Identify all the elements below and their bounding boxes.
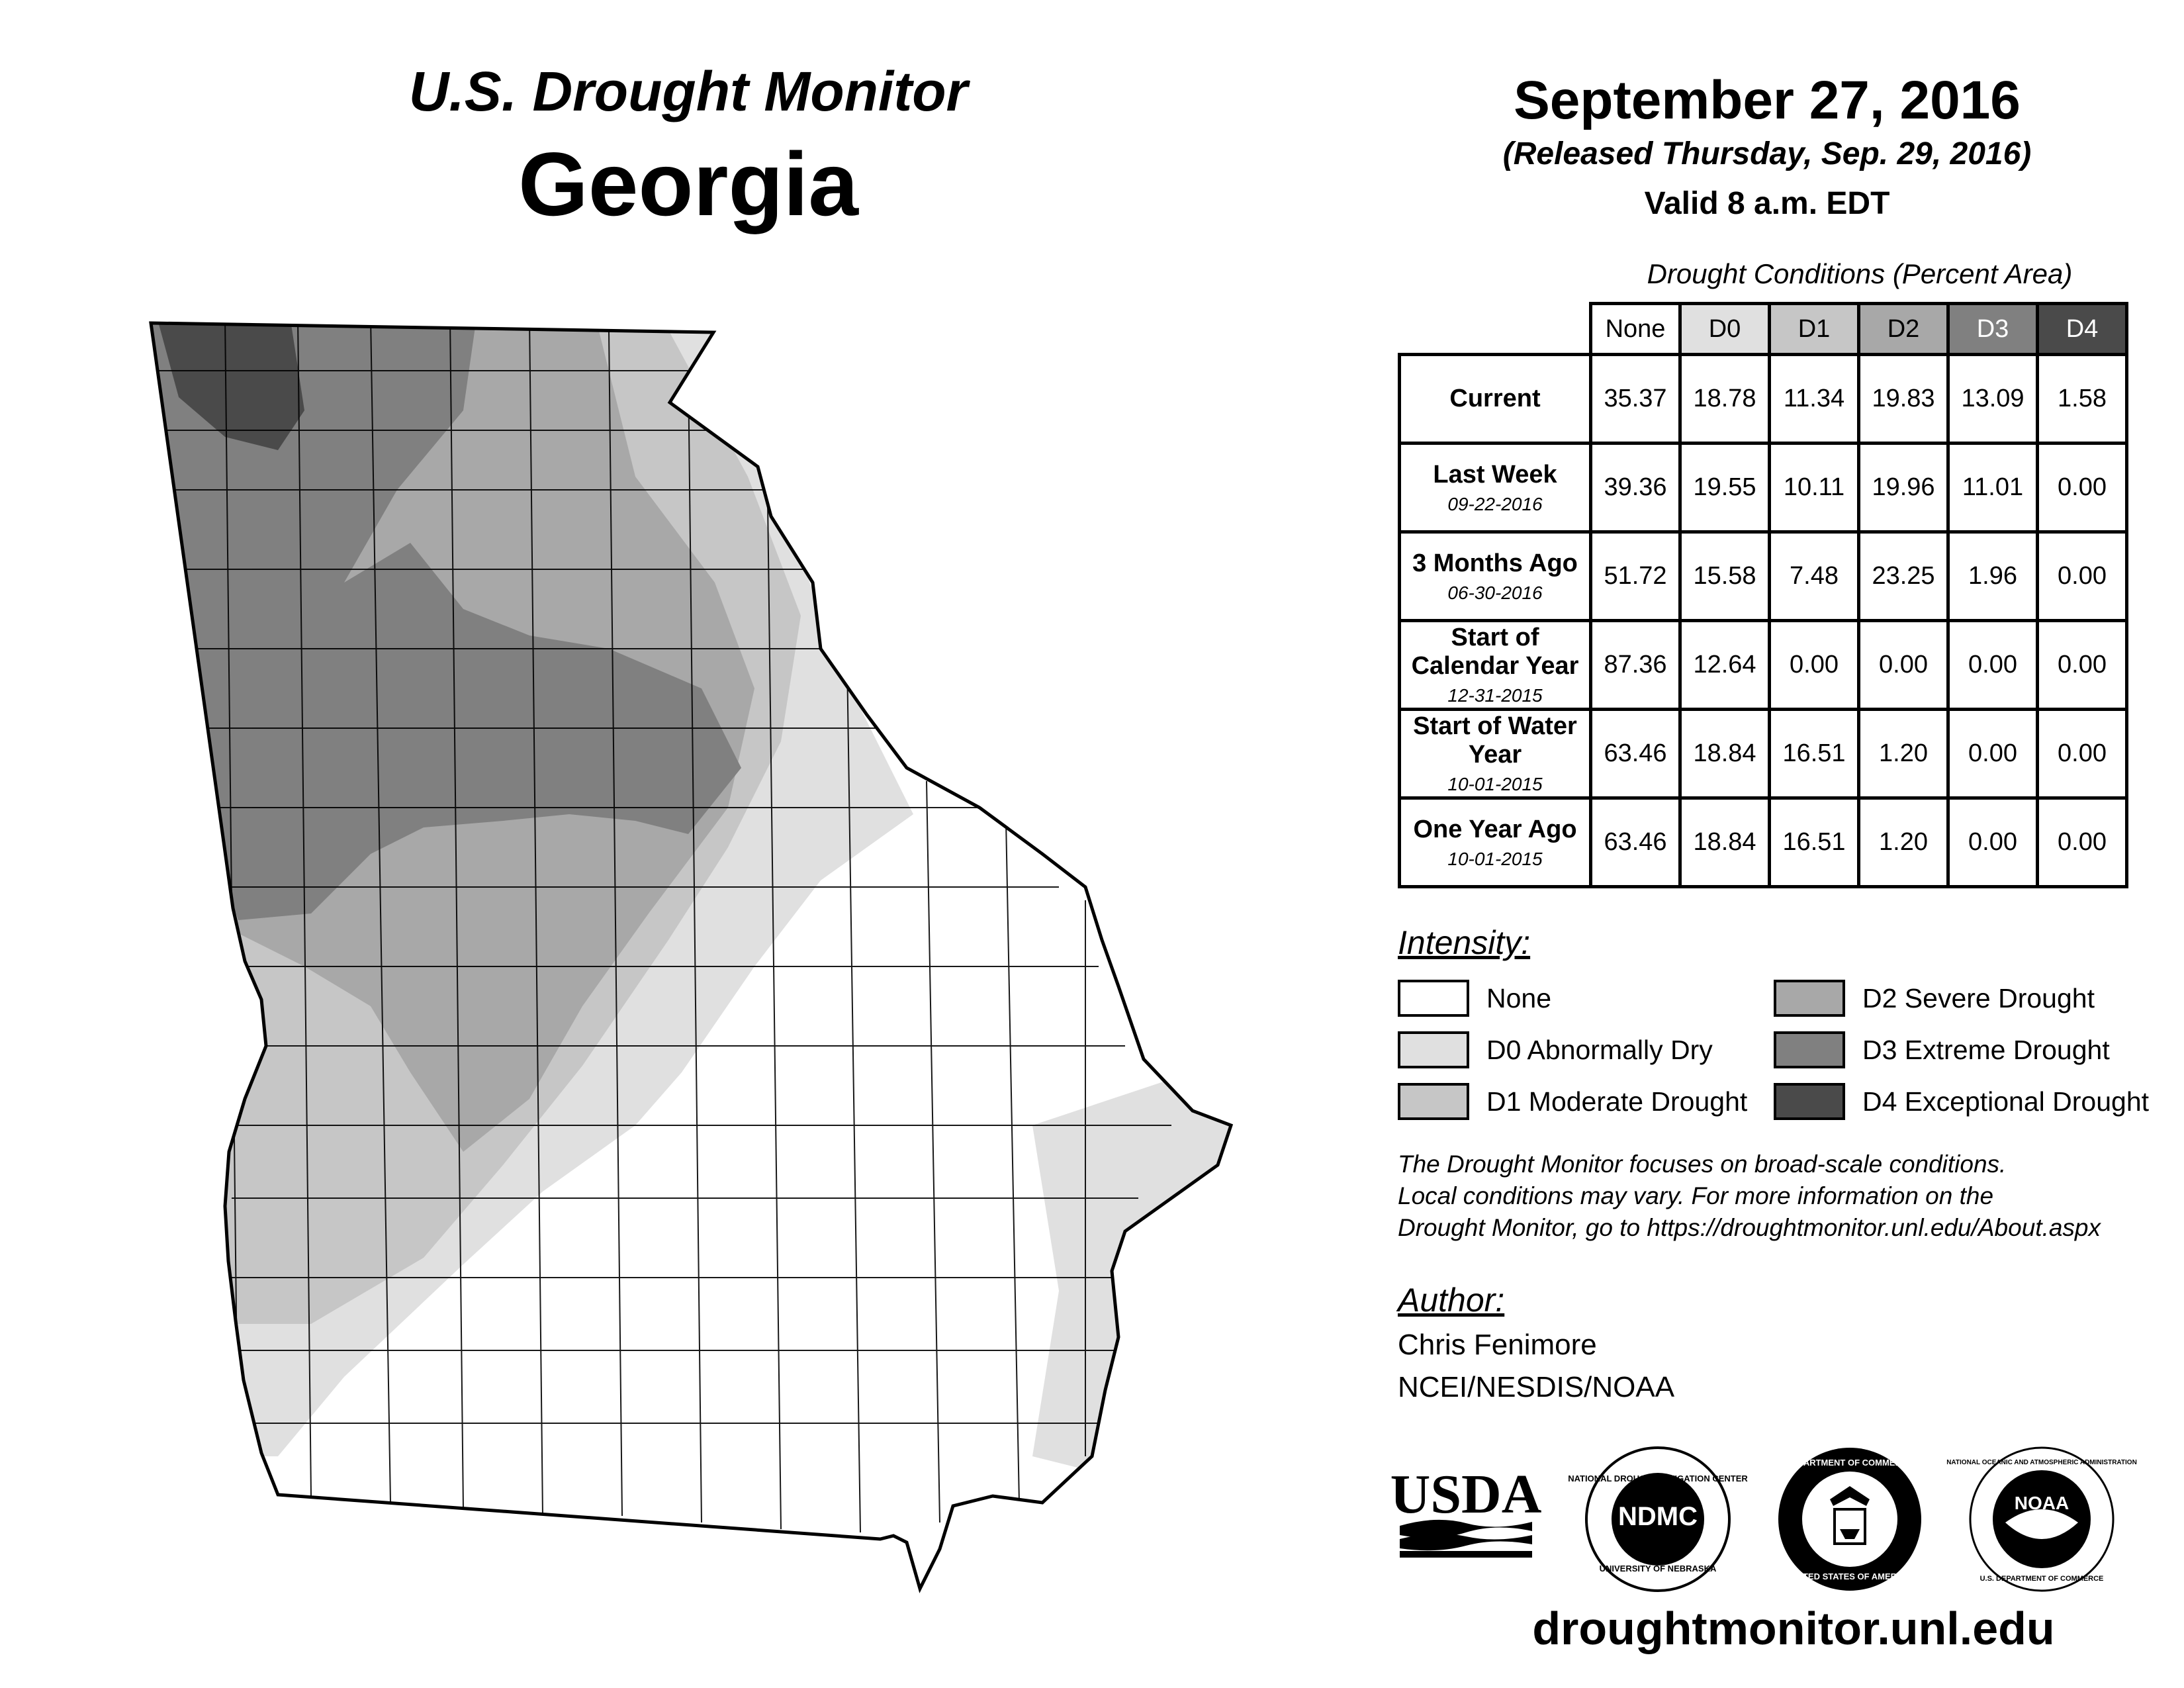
legend-item-d3 [1774,1031,2110,1068]
legend-item-d2 [1774,980,2095,1017]
header-d1: D1 [1770,304,1859,355]
legend-swatch [1774,980,1845,1017]
legend-item-d1 [1398,1083,1747,1120]
ndmc-logo-text: NDMC [1618,1502,1698,1531]
ndmc-bottom-text: UNIVERSITY OF NEBRASKA [1599,1564,1717,1573]
cell-d4: 0.00 [2038,621,2127,710]
cell-d3: 1.96 [1948,532,2038,621]
row-label [1400,710,1591,798]
cell-d0: 18.84 [1680,798,1770,887]
release-date: (Released Thursday, Sep. 29, 2016) [1502,136,2032,171]
legend-swatch [1398,980,1469,1017]
table-row [1400,621,2127,710]
website-link[interactable]: droughtmonitor.unl.edu [1532,1603,2055,1654]
doc-bottom-text: UNITED STATES OF AMERICA [1788,1571,1912,1581]
header-d3: D3 [1948,304,2038,355]
cell-d3: 13.09 [1948,355,2038,444]
cell-d3: 0.00 [1948,621,2038,710]
row-date: 10-01-2015 [1447,774,1543,795]
header-blank-cell [1400,304,1591,355]
cell-none: 39.36 [1591,444,1680,532]
header-d0: D0 [1680,304,1770,355]
cell-d1: 7.48 [1770,532,1859,621]
usda-logo [1390,1460,1542,1559]
header-none: None [1591,304,1680,355]
row-label-text: Last Week [1433,460,1557,489]
map-date: September 27, 2016 [1514,70,2021,130]
row-date: 12-31-2015 [1447,685,1543,706]
author-org: NCEI/NESDIS/NOAA [1398,1370,1675,1403]
legend-swatch [1398,1031,1469,1068]
cell-none: 63.46 [1591,710,1680,798]
legend-label: D3 Extreme Drought [1862,1034,2110,1065]
cell-d3: 11.01 [1948,444,2038,532]
cell-d3: 0.00 [1948,710,2038,798]
cell-d4: 0.00 [2038,710,2127,798]
note-line: Local conditions may vary. For more information on the [1398,1182,1994,1210]
header-d4: D4 [2038,304,2127,355]
usda-logo-text: USDA [1390,1464,1542,1525]
valid-time: Valid 8 a.m. EDT [1644,186,1890,221]
legend-swatch [1398,1083,1469,1120]
legend-item-d4 [1774,1083,2149,1120]
row-label-text: Current [1449,385,1541,413]
cell-d2: 1.20 [1859,710,1948,798]
legend-label: D1 Moderate Drought [1486,1086,1748,1117]
cell-d1: 10.11 [1770,444,1859,532]
legend-item-d0 [1398,1031,1713,1068]
cell-d4: 0.00 [2038,444,2127,532]
row-label-text: Start of Water Year [1413,712,1577,769]
noaa-top-text: NATIONAL OCEANIC AND ATMOSPHERIC ADMINISTRATION [1946,1459,2137,1466]
author-block [1398,1324,1674,1409]
legend-label: D0 Abnormally Dry [1486,1034,1713,1065]
cell-d2: 19.96 [1859,444,1948,532]
cell-d0: 12.64 [1680,621,1770,710]
row-label [1400,798,1591,887]
cell-none: 51.72 [1591,532,1680,621]
cell-d3: 0.00 [1948,798,2038,887]
header-d2: D2 [1859,304,1948,355]
table-row [1400,710,2127,798]
ndmc-logo [1568,1443,1748,1595]
legend-swatch [1774,1031,1845,1068]
ndmc-top-text: NATIONAL DROUGHT MITIGATION CENTER [1568,1474,1748,1483]
cell-d4: 0.00 [2038,798,2127,887]
table-row [1400,532,2127,621]
cell-d0: 19.55 [1680,444,1770,532]
cell-d1: 16.51 [1770,798,1859,887]
cell-d1: 0.00 [1770,621,1859,710]
legend-swatch [1774,1083,1845,1120]
author-name: Chris Fenimore [1398,1329,1597,1361]
cell-d0: 18.84 [1680,710,1770,798]
table-row [1400,444,2127,532]
drought-conditions-table [1398,302,2128,888]
legend-label: D4 Exceptional Drought [1862,1086,2150,1117]
cell-d0: 18.78 [1680,355,1770,444]
row-label-text: One Year Ago [1413,815,1577,843]
state-title: Georgia [518,134,858,234]
cell-none: 63.46 [1591,798,1680,887]
table-header-row [1400,304,2127,355]
cell-none: 87.36 [1591,621,1680,710]
cell-d4: 0.00 [2038,532,2127,621]
department-of-commerce-seal [1774,1443,1926,1595]
row-date: 06-30-2016 [1447,583,1543,604]
legend-label: None [1486,982,1552,1013]
row-label-text: Start of Calendar Year [1411,624,1579,680]
row-label [1400,444,1591,532]
noaa-bottom-text: U.S. DEPARTMENT OF COMMERCE [1979,1575,2104,1583]
table-caption: Drought Conditions (Percent Area) [1647,258,2073,289]
row-label [1400,532,1591,621]
cell-d2: 0.00 [1859,621,1948,710]
row-date: 10-01-2015 [1447,849,1543,870]
legend-item-none [1398,980,1551,1017]
author-heading: Author: [1398,1282,1505,1319]
cell-d2: 1.20 [1859,798,1948,887]
cell-d2: 23.25 [1859,532,1948,621]
row-label [1400,621,1591,710]
note-line: Drought Monitor, go to https://droughtmonitor.unl.edu/About.aspx [1398,1214,2101,1242]
legend-label: D2 Severe Drought [1862,982,2095,1013]
noaa-logo [1946,1443,2137,1595]
note-line: The Drought Monitor focuses on broad-scale conditions. [1398,1150,2007,1178]
row-date: 09-22-2016 [1447,494,1543,515]
product-title: U.S. Drought Monitor [408,60,968,122]
disclaimer-note [1398,1149,2179,1244]
cell-d1: 16.51 [1770,710,1859,798]
cell-d0: 15.58 [1680,532,1770,621]
noaa-logo-text: NOAA [2014,1493,2070,1513]
table-row [1400,798,2127,887]
cell-d4: 1.58 [2038,355,2127,444]
doc-top-text: DEPARTMENT OF COMMERCE [1786,1458,1913,1468]
table-row [1400,355,2127,444]
row-label-text: 3 Months Ago [1412,549,1578,577]
row-label [1400,355,1591,444]
cell-none: 35.37 [1591,355,1680,444]
legend-title: Intensity: [1398,924,1531,961]
cell-d1: 11.34 [1770,355,1859,444]
cell-d2: 19.83 [1859,355,1948,444]
